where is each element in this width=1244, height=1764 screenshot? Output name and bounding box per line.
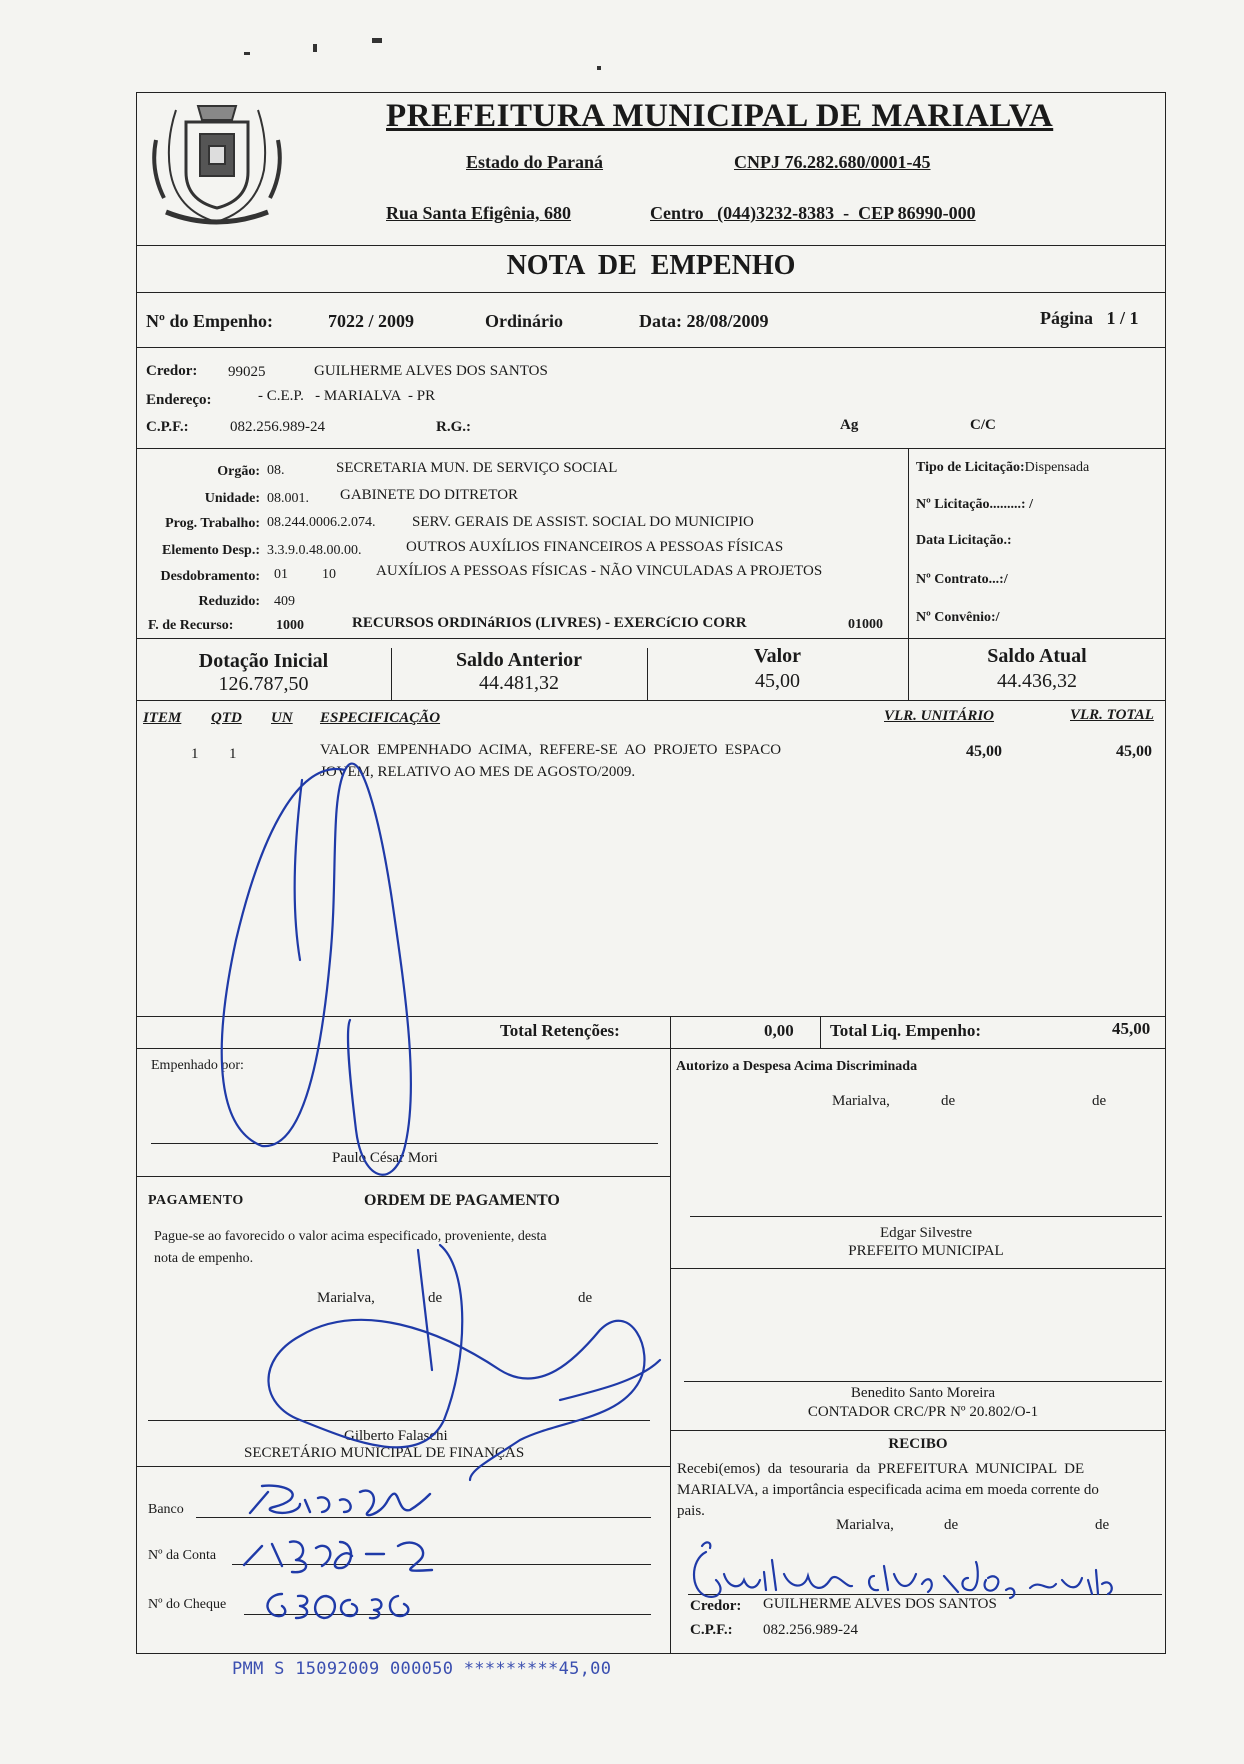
unidade-name: GABINETE DO DITRETOR: [340, 487, 519, 503]
cc-label: C/C: [970, 417, 996, 433]
licitacao-numero: Nº Licitação.........: /: [916, 497, 1033, 512]
recurso-code: 1000: [276, 618, 304, 633]
divider: [136, 700, 1166, 701]
signature-line: [151, 1143, 658, 1144]
empenho-number: 7022 / 2009: [328, 311, 415, 331]
valor-label: Valor: [753, 645, 802, 667]
saldo-anterior-value: 44.481,32: [479, 672, 559, 694]
banco-line: [196, 1517, 651, 1518]
licitacao-data: Data Licitação.:: [916, 533, 1012, 548]
signature-line: [688, 1594, 1162, 1595]
desd-code1: 01: [274, 567, 288, 582]
orgao-label: Orgão:: [217, 464, 260, 479]
credor-name: GUILHERME ALVES DOS SANTOS: [314, 363, 548, 379]
signature-line: [684, 1381, 1162, 1382]
saldo-atual-label: Saldo Atual: [987, 645, 1087, 667]
ag-label: Ag: [840, 417, 859, 433]
credor-cpf-label: C.P.F.:: [690, 1622, 733, 1638]
page-number: Página 1 / 1: [1040, 308, 1139, 328]
divider: [136, 448, 1166, 449]
orgao-name: SECRETARIA MUN. DE SERVIÇO SOCIAL: [336, 460, 618, 476]
licitacao-tipo-value: Dispensada: [1024, 460, 1090, 475]
pagamento-marialva: Marialva,: [317, 1290, 375, 1306]
pagamento-de2: de: [578, 1290, 593, 1306]
conta-label: Nº da Conta: [148, 1548, 217, 1563]
header-contact: Centro (044)3232-8383 - CEP 86990-000: [650, 203, 976, 223]
elem-name: OUTROS AUXÍLIOS FINANCEIROS A PESSOAS FÍSICAS: [406, 539, 784, 555]
autorizo-marialva: Marialva,: [832, 1093, 890, 1109]
doc-title: NOTA DE EMPENHO: [506, 250, 796, 281]
empenhado-por-label: Empenhado por:: [151, 1058, 244, 1073]
autorizo-label: Autorizo a Despesa Acima Discriminada: [676, 1059, 918, 1074]
empenhado-nome: Paulo César Mori: [332, 1150, 438, 1166]
secretario-cargo: SECRETÁRIO MUNICIPAL DE FINANÇAS: [244, 1445, 525, 1461]
total-retencoes-label: Total Retenções:: [500, 1021, 620, 1040]
header-state: Estado do Paraná: [466, 152, 604, 172]
saldo-atual-value: 44.436,32: [997, 670, 1077, 692]
unidade-code: 08.001.: [267, 491, 309, 506]
total-retencoes-value: 0,00: [764, 1021, 794, 1040]
divider: [136, 1048, 1166, 1049]
col-valor-unitario: VLR. UNITÁRIO: [884, 708, 995, 724]
cpf-label: C.P.F.:: [146, 419, 189, 435]
item-description-line1: VALOR EMPENHADO ACIMA, REFERE-SE AO PROJETO ESPACO: [320, 742, 782, 758]
recibo-line3: pais.: [677, 1503, 705, 1519]
total-liquido-value: 45,00: [1112, 1019, 1151, 1038]
contrato-numero: Nº Contrato...:/: [916, 572, 1008, 587]
credor-code: 99025: [228, 364, 266, 380]
recibo-marialva: Marialva,: [836, 1517, 894, 1533]
empenho-type: Ordinário: [485, 311, 564, 331]
endereco-label: Endereço:: [146, 392, 212, 408]
orgao-code: 08.: [267, 463, 285, 478]
col-qtd: QTD: [211, 710, 242, 726]
desd-label: Desdobramento:: [160, 569, 260, 584]
municipal-coat-of-arms: [146, 100, 288, 232]
pague-line2: nota de empenho.: [154, 1251, 254, 1266]
col-especificacao: ESPECIFICAÇÃO: [320, 710, 441, 726]
header-cnpj: CNPJ 76.282.680/0001-45: [734, 152, 931, 172]
dotacao-label: Dotação Inicial: [198, 650, 329, 672]
conta-line: [232, 1564, 651, 1565]
recibo-line2: MARIALVA, a importância especificada acima em moeda corrente do: [677, 1482, 1099, 1498]
empenho-label: Nº do Empenho:: [146, 311, 273, 331]
credor-cpf-value: 082.256.989-24: [763, 1622, 858, 1638]
credor-label: Credor:: [146, 363, 198, 379]
payment-stamp: PMM S 15092009 000050 *********45,00: [232, 1659, 612, 1679]
recibo-title: RECIBO: [888, 1436, 948, 1452]
divider: [670, 1016, 671, 1654]
divider: [136, 347, 1166, 348]
item-valor-unitario: 45,00: [966, 743, 1002, 760]
empenho-date: Data: 28/08/2009: [639, 311, 769, 331]
divider: [820, 1016, 821, 1048]
prog-label: Prog. Trabalho:: [165, 516, 260, 531]
divider: [136, 292, 1166, 293]
divider: [136, 1016, 1166, 1017]
rg-label: R.G.:: [436, 419, 471, 435]
col-item: ITEM: [143, 710, 182, 726]
recurso-code2: 01000: [848, 617, 883, 632]
cpf-value: 082.256.989-24: [230, 419, 325, 435]
pagamento-label: PAGAMENTO: [148, 1193, 244, 1208]
prog-name: SERV. GERAIS DE ASSIST. SOCIAL DO MUNICIPIO: [412, 514, 754, 530]
col-un: UN: [271, 710, 293, 726]
divider: [136, 1176, 670, 1177]
banco-label: Banco: [148, 1502, 184, 1517]
dotacao-value: 126.787,50: [218, 673, 309, 695]
credor-sign-label: Credor:: [690, 1598, 742, 1614]
contador-cargo: CONTADOR CRC/PR Nº 20.802/O-1: [807, 1404, 1039, 1420]
licitacao-tipo-label: Tipo de Licitação:: [916, 460, 1025, 475]
convenio-numero: Nº Convênio:/: [916, 610, 1000, 625]
divider: [908, 448, 909, 638]
endereco-value: - C.E.P. - MARIALVA - PR: [258, 388, 436, 404]
ordem-pagamento-label: ORDEM DE PAGAMENTO: [364, 1192, 560, 1209]
contador-nome: Benedito Santo Moreira: [850, 1385, 996, 1401]
header-address: Rua Santa Efigênia, 680: [386, 203, 572, 223]
signature-line: [148, 1420, 650, 1421]
elem-code: 3.3.9.0.48.00.00.: [267, 543, 362, 558]
credor-sign-nome: GUILHERME ALVES DOS SANTOS: [763, 1596, 997, 1612]
pague-line1: Pague-se ao favorecido o valor acima especificado, proveniente, desta: [154, 1229, 547, 1244]
recibo-de2: de: [1095, 1517, 1110, 1533]
unidade-label: Unidade:: [204, 491, 260, 506]
prefeito-cargo: PREFEITO MUNICIPAL: [848, 1243, 1004, 1259]
recibo-line1: Recebi(emos) da tesouraria da PREFEITURA MUNICIPAL DE: [677, 1461, 1085, 1477]
autorizo-de2: de: [1092, 1093, 1107, 1109]
prefeito-nome: Edgar Silvestre: [879, 1225, 973, 1241]
reduzido-label: Reduzido:: [198, 594, 260, 609]
recurso-label: F. de Recurso:: [148, 618, 234, 633]
reduzido-value: 409: [274, 594, 295, 609]
header-title: PREFEITURA MUNICIPAL DE MARIALVA: [386, 98, 1054, 134]
divider: [136, 245, 1166, 246]
col-valor-total: VLR. TOTAL: [1070, 707, 1154, 723]
prog-code: 08.244.0006.2.074.: [267, 515, 376, 530]
item-number: 1: [191, 746, 199, 762]
divider: [670, 1430, 1166, 1431]
item-description-line2: JOVEM, RELATIVO AO MES DE AGOSTO/2009.: [320, 764, 636, 780]
divider: [670, 1268, 1166, 1269]
elem-label: Elemento Desp.:: [162, 543, 260, 558]
cheque-label: Nº do Cheque: [148, 1597, 227, 1612]
pagamento-de1: de: [428, 1290, 443, 1306]
divider: [136, 638, 1166, 639]
cheque-line: [244, 1614, 651, 1615]
desd-code2: 10: [322, 567, 336, 582]
desd-name: AUXÍLIOS A PESSOAS FÍSICAS - NÃO VINCULADAS A PROJETOS: [376, 563, 823, 579]
signature-line: [690, 1216, 1162, 1217]
autorizo-de1: de: [941, 1093, 956, 1109]
divider: [136, 1466, 670, 1467]
secretario-nome: Gilberto Falaschi: [344, 1428, 448, 1444]
item-valor-total: 45,00: [1116, 743, 1152, 760]
total-liquido-label: Total Liq. Empenho:: [830, 1021, 981, 1040]
saldo-anterior-label: Saldo Anterior: [455, 649, 583, 671]
valor-value: 45,00: [755, 670, 800, 692]
recurso-name: RECURSOS ORDINáRIOS (LIVRES) - EXERCíCIO CORR: [352, 615, 747, 631]
licitacao-tipo: [916, 460, 1089, 476]
item-qtd: 1: [229, 746, 237, 762]
recibo-de1: de: [944, 1517, 959, 1533]
